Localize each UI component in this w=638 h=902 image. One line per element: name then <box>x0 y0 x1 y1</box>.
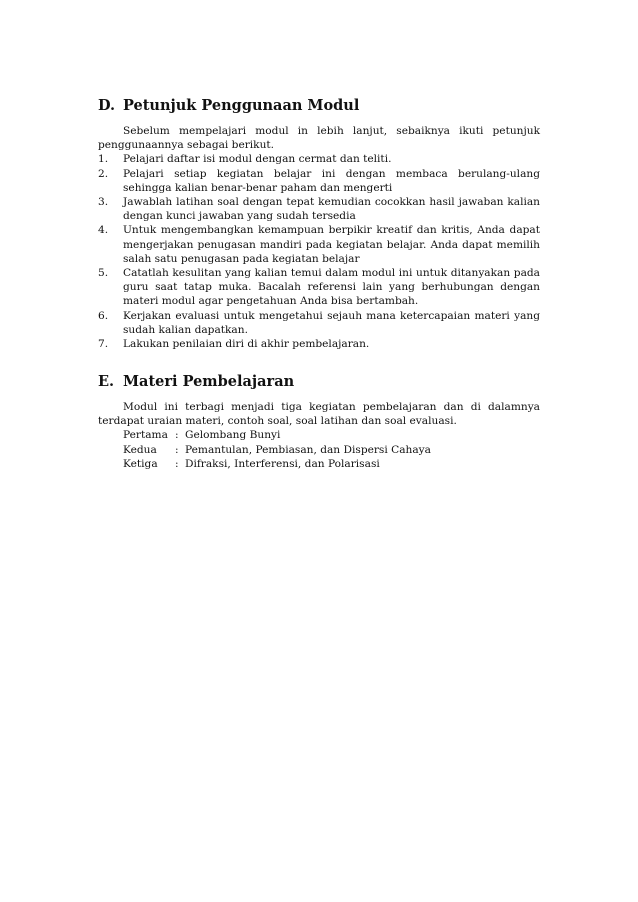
section-petunjuk <box>98 96 540 351</box>
section-intro: Sebelum mempelajari modul in lebih lanjut, sebaiknya ikuti petunjuk penggunaannya sebagai berikut. <box>98 125 540 152</box>
activity-label: Pertama <box>123 429 168 442</box>
activity-separator: : <box>175 443 179 456</box>
list-item-number: 6. <box>98 309 109 322</box>
section-number: D. <box>98 97 116 114</box>
section-heading <box>98 372 540 392</box>
list-item-number: 7. <box>98 338 109 351</box>
list-item-text: Kerjakan evaluasi untuk mengetahui sejauh mana ketercapaian materi yang sudah kalian dapatkan. <box>123 309 540 336</box>
list-item <box>98 223 540 266</box>
activity-label: Ketiga <box>123 457 158 470</box>
section-title: Materi Pembelajaran <box>123 373 295 390</box>
section-materi <box>98 372 540 471</box>
activity-item <box>123 457 540 471</box>
list-item-text: Jawablah latihan soal dengan tepat kemudian cocokkan hasil jawaban kalian dengan kunci jawaban yang sudah tersedia <box>123 196 540 223</box>
list-item <box>98 152 540 166</box>
list-item <box>98 309 540 337</box>
section-intro: Modul ini terbagi menjadi tiga kegiatan pembelajaran dan di dalamnya terdapat uraian materi, contoh soal, soal latihan dan soal evaluasi. <box>98 401 540 428</box>
list-item <box>98 167 540 195</box>
activity-value: Pemantulan, Pembiasan, dan Dispersi Cahaya <box>185 443 431 456</box>
list-item-number: 1. <box>98 153 109 166</box>
section-heading <box>98 96 540 116</box>
activity-separator: : <box>175 457 179 470</box>
activity-item <box>123 443 540 457</box>
list-item-text: Lakukan penilaian diri di akhir pembelajaran. <box>123 338 370 351</box>
activity-label: Kedua <box>123 443 157 456</box>
section-title: Petunjuk Penggunaan Modul <box>123 97 360 114</box>
instruction-list <box>98 152 540 351</box>
activity-separator: : <box>175 429 179 442</box>
list-item-number: 5. <box>98 267 109 280</box>
activity-value: Difraksi, Interferensi, dan Polarisasi <box>185 457 380 470</box>
list-item-text: Catatlah kesulitan yang kalian temui dalam modul ini untuk ditanyakan pada guru saat tatap muka. Bacalah referensi lain yang berhubungan dengan materi modul agar pengetahuan Anda bisa bertambah. <box>123 267 540 308</box>
list-item <box>98 337 540 351</box>
list-item-number: 4. <box>98 224 109 237</box>
list-item <box>98 266 540 309</box>
list-item-text: Pelajari setiap kegiatan belajar ini dengan membaca berulang-ulang sehingga kalian benar-benar paham dan mengerti <box>123 167 540 194</box>
activity-item <box>123 428 540 442</box>
activity-list <box>98 428 540 471</box>
list-item-text: Untuk mengembangkan kemampuan berpikir kreatif dan kritis, Anda dapat mengerjakan penugasan mandiri pada kegiatan belajar. Anda dapat memilih salah satu penugasan pada kegiatan belajar <box>123 224 540 265</box>
section-number: E. <box>98 373 115 390</box>
list-item <box>98 195 540 223</box>
list-item-number: 3. <box>98 196 109 209</box>
activity-value: Gelombang Bunyi <box>185 429 281 442</box>
list-item-text: Pelajari daftar isi modul dengan cermat dan teliti. <box>123 153 392 166</box>
list-item-number: 2. <box>98 167 109 180</box>
